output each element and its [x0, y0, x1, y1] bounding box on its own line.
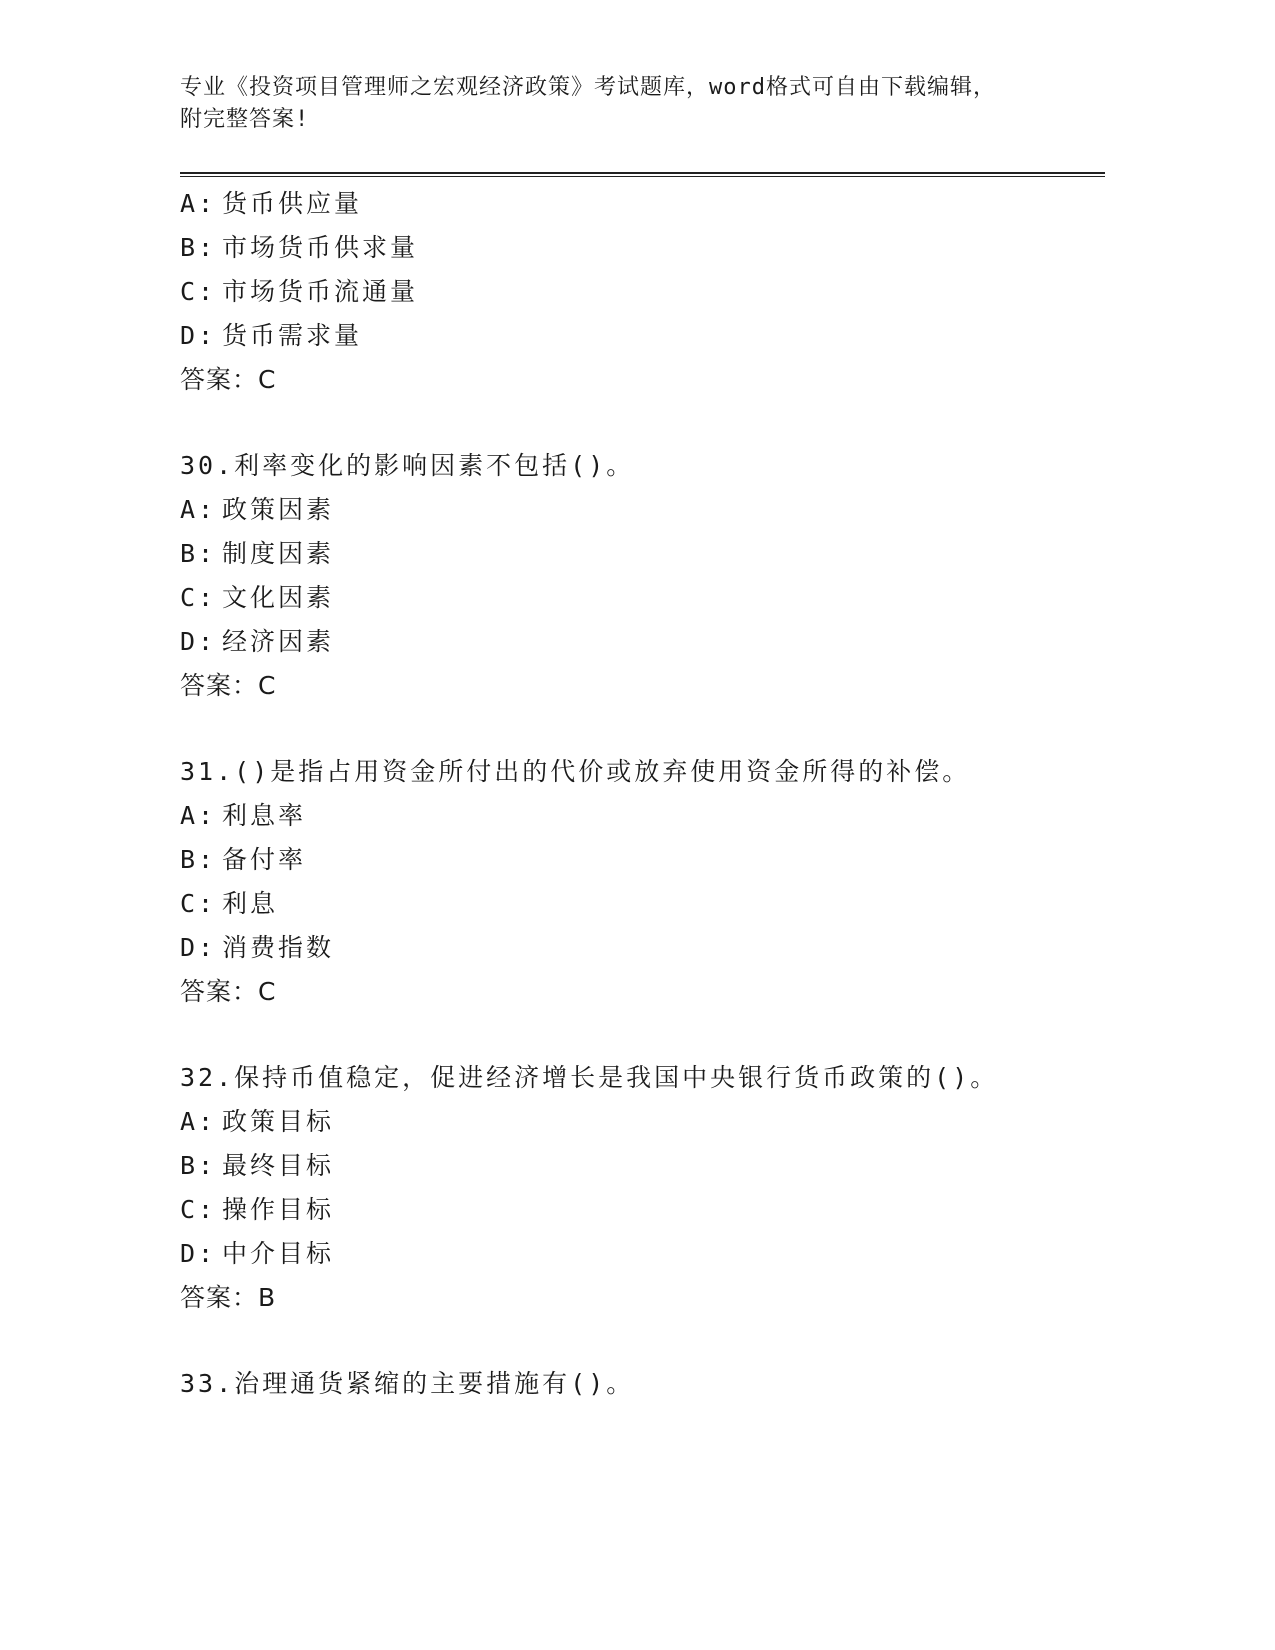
header-line-2: 附完整答案!	[180, 107, 310, 132]
option-text: 货币需求量	[222, 321, 363, 350]
answer-line: 答案：C	[180, 977, 277, 1006]
header-line-1: 专业《投资项目管理师之宏观经济政策》考试题库，word格式可自由下载编辑，	[180, 75, 996, 100]
answer-line: 答案：C	[180, 671, 277, 700]
question-block-30	[180, 444, 1110, 708]
option-key: B:	[180, 1151, 217, 1180]
option-key: B:	[180, 539, 217, 568]
question-block-32	[180, 1056, 1110, 1320]
question-stem: 32.保持币值稳定，促进经济增长是我国中央银行货币政策的()。	[180, 1063, 999, 1092]
option-c	[180, 1188, 1110, 1232]
question-list	[180, 182, 1110, 1406]
option-a	[180, 182, 1110, 226]
option-key: C:	[180, 1195, 217, 1224]
option-text: 货币供应量	[222, 189, 363, 218]
option-key: D:	[180, 627, 217, 656]
option-key: C:	[180, 889, 217, 918]
option-a	[180, 794, 1110, 838]
document-header	[180, 72, 1080, 136]
spacer	[180, 402, 1110, 444]
option-text: 消费指数	[222, 933, 335, 962]
option-key: A:	[180, 1107, 217, 1136]
question-block-31	[180, 750, 1110, 1014]
option-b	[180, 226, 1110, 270]
option-c	[180, 270, 1110, 314]
option-text: 操作目标	[222, 1195, 335, 1224]
option-key: C:	[180, 583, 217, 612]
option-text: 政策目标	[222, 1107, 335, 1136]
option-c	[180, 882, 1110, 926]
option-key: B:	[180, 845, 217, 874]
question-stem: 31.()是指占用资金所付出的代价或放弃使用资金所得的补偿。	[180, 757, 971, 786]
question-block-partial	[180, 182, 1110, 402]
option-b	[180, 838, 1110, 882]
option-text: 备付率	[222, 845, 307, 874]
option-text: 利息	[222, 889, 279, 918]
option-a	[180, 1100, 1110, 1144]
option-key: D:	[180, 321, 217, 350]
option-text: 利息率	[222, 801, 307, 830]
question-block-33	[180, 1362, 1110, 1406]
spacer	[180, 708, 1110, 750]
option-key: A:	[180, 801, 217, 830]
option-key: A:	[180, 189, 217, 218]
option-d	[180, 314, 1110, 358]
spacer	[180, 1014, 1110, 1056]
option-text: 最终目标	[222, 1151, 335, 1180]
option-text: 制度因素	[222, 539, 335, 568]
option-text: 政策因素	[222, 495, 335, 524]
option-c	[180, 576, 1110, 620]
option-key: C:	[180, 277, 217, 306]
answer-line: 答案：B	[180, 1283, 277, 1312]
option-key: D:	[180, 1239, 217, 1268]
answer-line: 答案：C	[180, 365, 277, 394]
option-text: 市场货币供求量	[222, 233, 419, 262]
option-a	[180, 488, 1110, 532]
option-text: 中介目标	[222, 1239, 335, 1268]
option-key: D:	[180, 933, 217, 962]
option-b	[180, 1144, 1110, 1188]
option-text: 经济因素	[222, 627, 335, 656]
option-key: B:	[180, 233, 217, 262]
option-text: 市场货币流通量	[222, 277, 419, 306]
spacer	[180, 1320, 1110, 1362]
option-key: A:	[180, 495, 217, 524]
option-d	[180, 926, 1110, 970]
question-stem: 33.治理通货紧缩的主要措施有()。	[180, 1369, 635, 1398]
header-divider	[180, 172, 1105, 177]
option-b	[180, 532, 1110, 576]
question-stem: 30.利率变化的影响因素不包括()。	[180, 451, 635, 480]
option-text: 文化因素	[222, 583, 335, 612]
option-d	[180, 620, 1110, 664]
option-d	[180, 1232, 1110, 1276]
